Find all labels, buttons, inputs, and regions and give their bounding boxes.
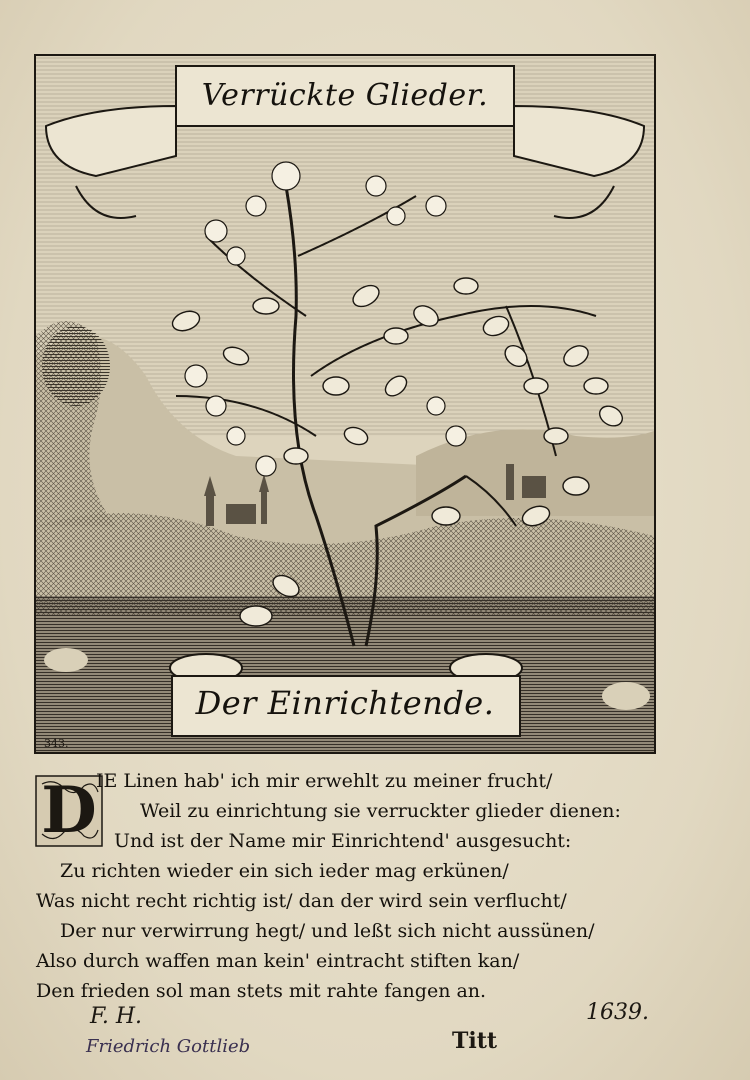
poem-line: Also durch waffen man kein' eintracht stiften kan/ (36, 950, 520, 972)
plate-number: 343. (44, 737, 69, 750)
stone (44, 648, 88, 672)
poem (34, 766, 674, 1006)
plate-title: Verrückte Glieder. (201, 78, 489, 113)
poem-line: Den frieden sol man stets mit rahte fangen an. (36, 980, 487, 1002)
author-initials: F. H. (90, 1004, 143, 1029)
engraving-plate (34, 54, 656, 754)
engraving-illustration (36, 56, 654, 752)
poem-line: Zu richten wieder ein sich ieder mag erkünen/ (60, 860, 509, 882)
tree (42, 326, 110, 406)
poem-line: Und ist der Name mir Einrichtend' ausgesucht: (114, 830, 572, 852)
handwritten-inscription: Friedrich Gottlieb (86, 1036, 251, 1057)
initial-letter: D (41, 773, 97, 848)
catchword: Titt (452, 1028, 498, 1054)
poem-line: Der nur verwirrung hegt/ und leßt sich nicht aussünen/ (60, 920, 595, 942)
year: 1639. (586, 1000, 649, 1025)
poem-line: IE Linen hab' ich mir erwehlt zu meiner frucht/ (96, 770, 553, 792)
poem-line: Was nicht recht richtig ist/ dan der wird sein verflucht/ (36, 890, 567, 912)
plate-motto: Der Einrichtende. (195, 684, 495, 722)
poem-line: Weil zu einrichtung sie verruckter glieder dienen: (140, 800, 621, 822)
